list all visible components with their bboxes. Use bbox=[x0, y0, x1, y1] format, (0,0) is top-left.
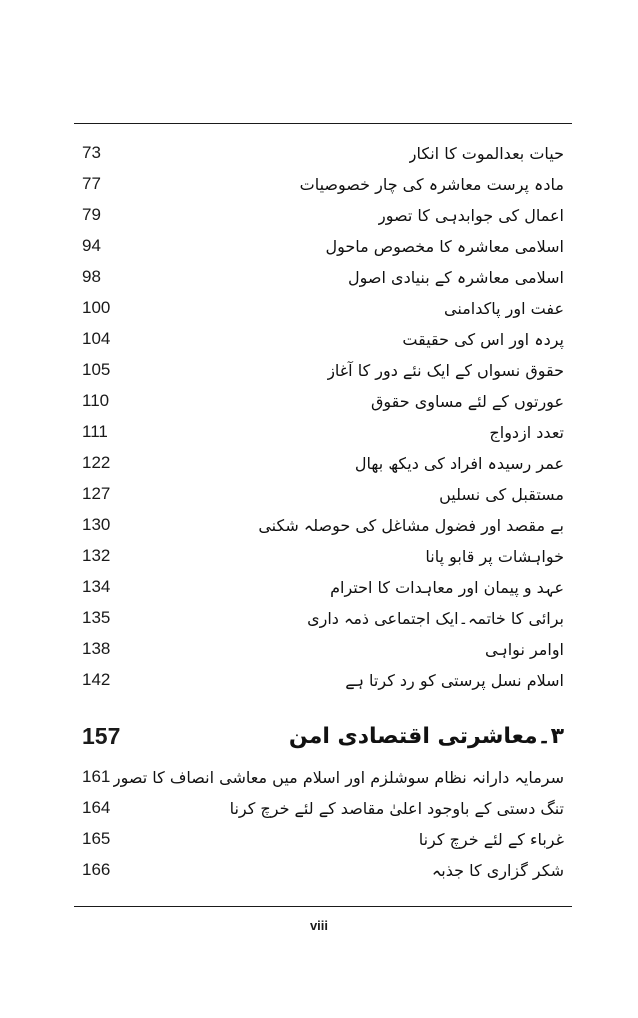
toc-entry[interactable] bbox=[82, 603, 564, 633]
toc-page-number: 79 bbox=[82, 205, 101, 224]
toc-entry[interactable] bbox=[82, 824, 564, 854]
toc-section-heading[interactable] bbox=[82, 718, 564, 754]
toc-entry[interactable] bbox=[82, 293, 564, 323]
toc-page-number: 132 bbox=[82, 546, 111, 565]
toc-page-number: 161 bbox=[82, 767, 111, 786]
toc-page-number: 111 bbox=[82, 422, 108, 441]
toc-entry-title: اسلامی معاشرہ کے بنیادی اصول bbox=[348, 267, 564, 287]
bottom-rule bbox=[74, 906, 572, 907]
toc-entry-title: تعدد ازدواج bbox=[489, 422, 564, 442]
toc-entry[interactable] bbox=[82, 448, 564, 478]
toc-page-number: 134 bbox=[82, 577, 111, 596]
toc-entry-title: اسلامی معاشرہ کا مخصوص ماحول bbox=[325, 236, 564, 256]
toc-page-number: 105 bbox=[82, 360, 111, 379]
toc-entry-title: حیات بعدالموت کا انکار bbox=[408, 143, 564, 163]
toc-page-number: 166 bbox=[82, 860, 111, 879]
toc-page-number: 104 bbox=[82, 329, 111, 348]
toc-entry-title: عورتوں کے لئے مساوی حقوق bbox=[370, 391, 564, 411]
toc-page-number: 138 bbox=[82, 639, 111, 658]
toc-entry-title: تنگ دستی کے باوجود اعلیٰ مقاصد کے لئے خرچ کرنا bbox=[229, 798, 564, 818]
toc-entry-title: حقوق نسواں کے ایک نئے دور کا آغاز bbox=[327, 360, 564, 380]
toc-entry-title: اوامر نواہی bbox=[485, 639, 564, 659]
toc-section-page-number: 157 bbox=[82, 722, 121, 749]
toc-entry-title: پردہ اور اس کی حقیقت bbox=[402, 329, 564, 349]
toc-entry[interactable] bbox=[82, 762, 564, 792]
toc-page-number: 165 bbox=[82, 829, 111, 848]
toc-entry[interactable] bbox=[82, 417, 564, 447]
toc-page-number: 142 bbox=[82, 670, 111, 689]
toc-page-number: 110 bbox=[82, 391, 110, 410]
toc-page-number: 164 bbox=[82, 798, 111, 817]
toc-entry[interactable] bbox=[82, 169, 564, 199]
toc-page-number: 94 bbox=[82, 236, 101, 255]
toc-entry-title: اعمال کی جوابدہی کا تصور bbox=[377, 205, 564, 225]
toc-page-number: 77 bbox=[82, 174, 101, 193]
toc-entry[interactable] bbox=[82, 541, 564, 571]
toc-entry-title: اسلام نسل پرستی کو رد کرتا ہے bbox=[345, 670, 564, 690]
toc-entry[interactable] bbox=[82, 262, 564, 292]
toc-entry-title: سرمایہ دارانہ نظام سوشلزم اور اسلام میں معاشی انصاف کا تصور bbox=[112, 767, 564, 787]
toc-page-number: 98 bbox=[82, 267, 101, 286]
top-rule bbox=[74, 123, 572, 124]
toc-entry-title: عہد و پیمان اور معاہدات کا احترام bbox=[330, 577, 564, 597]
toc-entry-title: مادہ پرست معاشرہ کی چار خصوصیات bbox=[299, 174, 564, 194]
toc-entry-title: مستقبل کی نسلیں bbox=[439, 484, 564, 504]
toc-entry-title: خواہشات پر قابو پانا bbox=[425, 546, 564, 566]
toc-entry[interactable] bbox=[82, 355, 564, 385]
toc-page-number: 73 bbox=[82, 143, 101, 162]
toc-entry[interactable] bbox=[82, 855, 564, 885]
toc-page-number: 127 bbox=[82, 484, 111, 503]
toc-entry-title: برائی کا خاتمہ۔ایک اجتماعی ذمہ داری bbox=[307, 608, 564, 628]
toc-entry[interactable] bbox=[82, 479, 564, 509]
toc-entry[interactable] bbox=[82, 386, 564, 416]
toc-entry-title: بے مقصد اور فضول مشاغل کی حوصلہ شکنی bbox=[258, 515, 564, 535]
toc-entry[interactable] bbox=[82, 634, 564, 664]
toc-page-number: 130 bbox=[82, 515, 111, 534]
toc-entry[interactable] bbox=[82, 572, 564, 602]
toc-entry[interactable] bbox=[82, 665, 564, 695]
toc-entry[interactable] bbox=[82, 793, 564, 823]
toc-page-number: 122 bbox=[82, 453, 111, 472]
toc-section-title: ۳۔معاشرتی اقتصادی امن bbox=[288, 723, 564, 749]
toc-page-number: 100 bbox=[82, 298, 111, 317]
toc-entry-title: شکر گزاری کا جذبہ bbox=[431, 860, 564, 880]
toc-page-number: 135 bbox=[82, 608, 111, 627]
toc-entry-title: عمر رسیدہ افراد کی دیکھ بھال bbox=[354, 453, 564, 473]
toc-entry[interactable] bbox=[82, 510, 564, 540]
toc-entry[interactable] bbox=[82, 231, 564, 261]
toc-entry-title: غرباء کے لئے خرچ کرنا bbox=[418, 829, 564, 849]
toc-entry[interactable] bbox=[82, 324, 564, 354]
toc-entry[interactable] bbox=[82, 138, 564, 168]
page-folio: viii bbox=[309, 918, 329, 933]
toc-entry[interactable] bbox=[82, 200, 564, 230]
toc-entry-title: عفت اور پاکدامنی bbox=[444, 298, 564, 318]
